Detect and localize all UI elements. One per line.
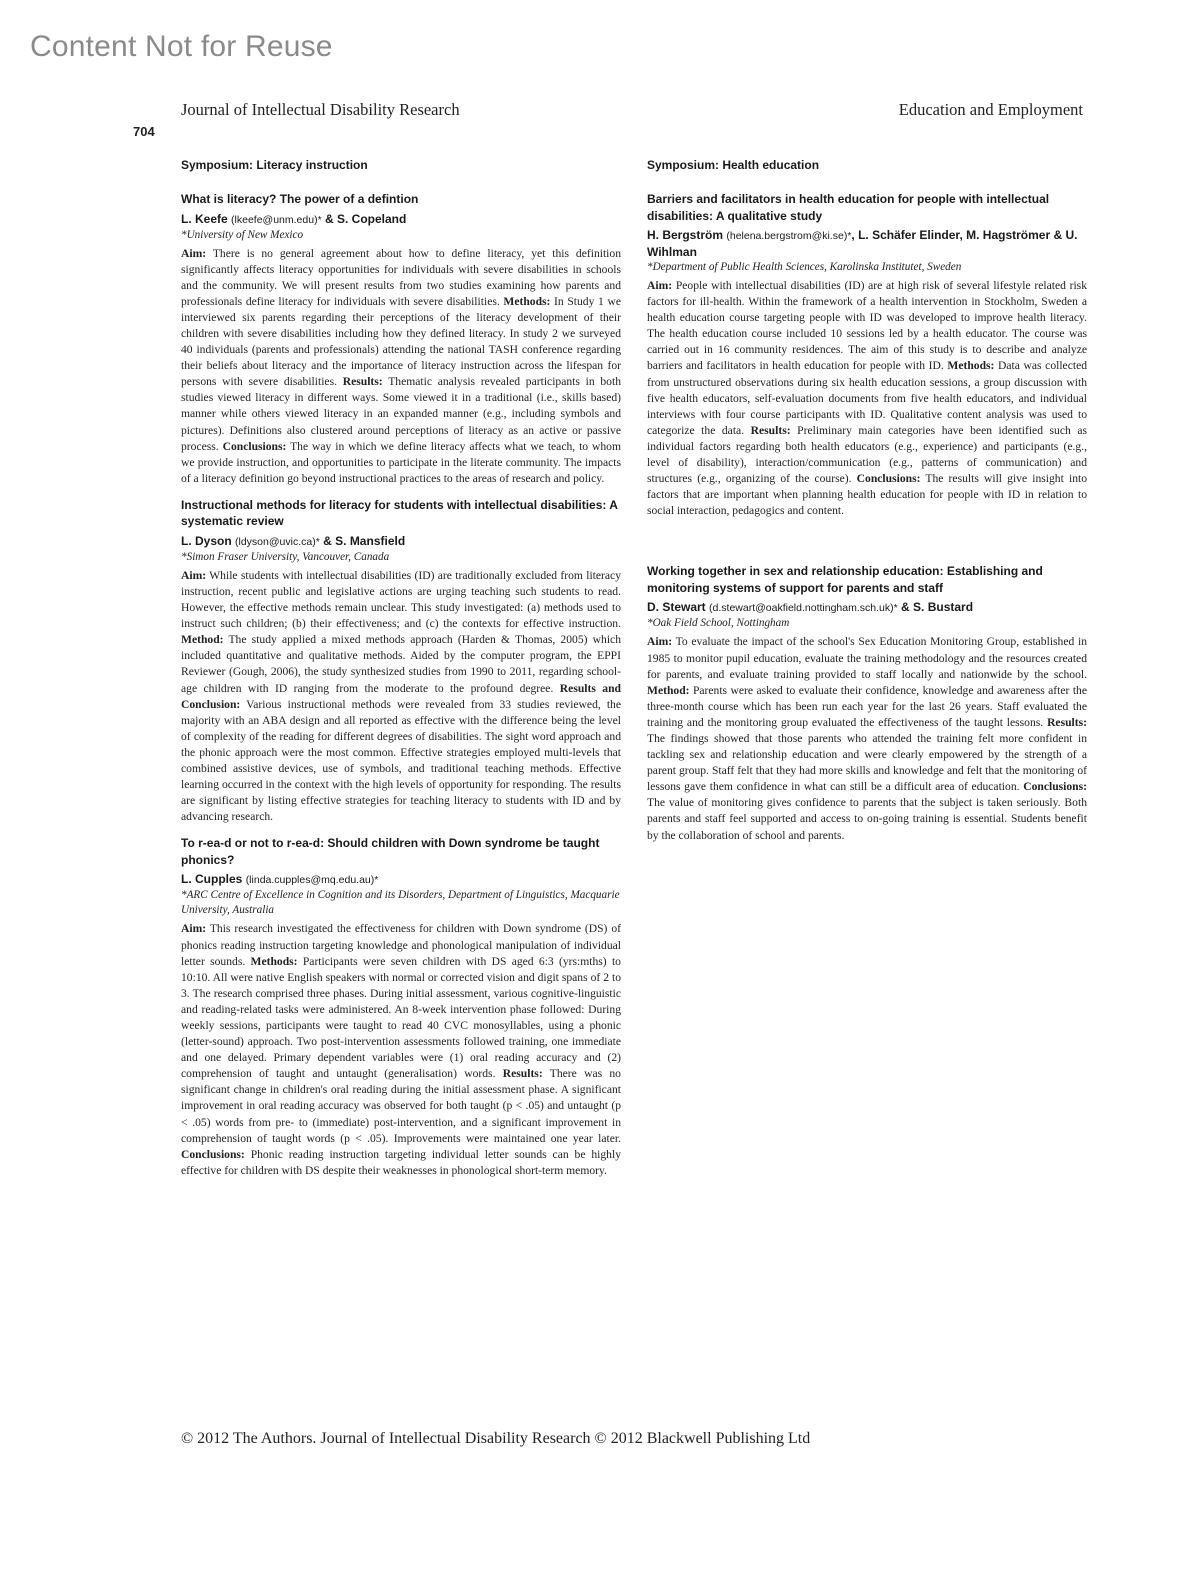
abstract-body	[181, 568, 621, 826]
results-text: The findings showed that those parents who attended the training felt more confident in tackling sex and relationship education and were clearly empowered by the strength of a parent group. Staff felt that they had more skills and knowledge and felt that the monitoring of lessons gave them confidence in what can still be a difficult area of education.	[647, 731, 1087, 794]
methods-text: Parents were asked to evaluate their confidence, knowledge and awareness after the three-month course which has been run each year for the last 26 years. Staff evaluated the training and the monitoring group evaluated the effectiveness of the taught lessons.	[647, 683, 1087, 729]
conclusions-label: Conclusions:	[222, 439, 287, 453]
aim-text: To evaluate the impact of the school's Sex Education Monitoring Group, established in 1985 to monitor pupil education, evaluate the training methodology and the resources created for parents, and evaluate training provided to staff locally and nationwide by the school.	[647, 635, 1087, 681]
results-label: Results:	[1047, 715, 1087, 729]
aim-text: While students with intellectual disabilities (ID) are traditionally excluded from literacy instruction, recent public and legislative actions are urging teaching such students to read. However, the effective methods remain unclear. This study investigated: (a) methods used to instruct such children; (b) their effectiveness; and (c) the contexts for effective instruction.	[181, 568, 621, 631]
author-email: (linda.cupples@mq.edu.au)*	[245, 874, 379, 887]
results-text: Various instructional methods were revealed from 33 studies reviewed, the majority with an ABA design and all reported as effective with the difference being the level of complexity of the reading for different degrees of disabilities. The sight word approach and the phonic approach were the most common. Effective strategies employed multi-levels that combined assistive devices, use of symbols, and traditional teaching methods. Effective learning occurred in the context with the high levels of opportunity for responding. The results are significant by listing effective strategies for teaching literacy to students with ID and by advancing research.	[181, 697, 621, 824]
abstract-title: Working together in sex and relationship education: Establishing and monitoring systems of support for parents and staff	[647, 564, 1043, 595]
aim-text: There is no general agreement about how to define literacy, yet this definition significantly affects literacy opportunities for individuals with severe disabilities in schools and the community. We will present results from two studies examining how parents and professionals define literacy for individuals with severe disabilities.	[181, 246, 621, 308]
author-name: D. Stewart	[647, 600, 706, 615]
aim-text: People with intellectual disabilities (ID) are at high risk of several lifestyle related risk factors for ill-health. Within the framework of a health intervention in Stockholm, Sweden a health education course targeting people with ID was developed to improve health literacy. The health education course included 10 sessions led by a health educator. The course was carried out in 16 community residences. The aim of this study is to describe and analyze barriers and facilitators in health education for people with ID.	[647, 279, 1087, 373]
author-name: S. Bustard	[913, 600, 974, 615]
methods-text: In Study 1 we interviewed six parents regarding their perceptions of the literacy development of their children with severe disabilities including how they defined literacy. In study 2 we surveyed 40 individuals (parents and professionals) attending the national TASH conference regarding their beliefs about literacy and the importance of literacy instruction across the lifespan for persons with severe disabilities.	[181, 294, 621, 389]
abstract-title: Barriers and facilitators in health education for people with intellectual disabilities: A qualitative study	[647, 192, 1050, 223]
results-label: Results:	[502, 1067, 543, 1081]
results-text: Preliminary main categories have been identified such as individual factors regarding both health educators (e.g., experience) and participants (e.g., level of disability), interaction/communication (e.g., patterns of communication) and structures (e.g., organizing of the course).	[647, 423, 1087, 486]
author-line	[647, 227, 1087, 260]
methods-label: Methods:	[250, 954, 298, 968]
author-name: L. Dyson	[181, 533, 232, 548]
conclusions-text: The way in which we define literacy affects what we teach, to whom we provide instruction, and opportunities to participate in the literate community. The impacts of a literacy definition go beyond instructional practices to the areas of research and policy.	[181, 439, 621, 485]
abstract-body	[647, 634, 1087, 843]
conclusions-label: Conclusions:	[181, 1147, 245, 1161]
aim-label: Aim:	[647, 279, 673, 292]
abstract-body	[647, 278, 1087, 519]
author-line	[181, 533, 621, 550]
section-title: Education and Employment	[898, 100, 1083, 119]
conclusions-text: The value of monitoring gives confidence to parents that the subject is taken seriously. Both parents and staff feel supported and access to on-going training is essential. Students benefit by the collaboration of school and parents.	[647, 796, 1087, 842]
author-line	[181, 211, 621, 228]
watermark-text: Content Not for Reuse	[30, 30, 333, 63]
author-email: (ldyson@uvic.ca)*	[235, 535, 320, 548]
methods-label: Methods:	[947, 359, 995, 373]
results-text: Thematic analysis revealed participants in both studies viewed literacy in different ways. Some viewed it in a traditional (i.e., skills based) manner while others viewed literacy in an expanded manner (e.g., including symbols and pictures). Definitions also clustered around perceptions of literacy as an active or passive process.	[181, 375, 621, 453]
author-email: (lkeefe@unm.edu)*	[231, 213, 322, 226]
author-email: (d.stewart@oakfield.nottingham.sch.uk)*	[709, 602, 898, 615]
coauthors: , L. Schäfer Elinder, M. Hagströmer & U. Wihlman	[647, 228, 1078, 259]
author-line	[647, 599, 1087, 616]
abstract-title: What is literacy? The power of a defintion	[181, 192, 419, 206]
author-name: S. Mansfield	[335, 533, 406, 548]
affiliation: *Oak Field School, Nottingham	[647, 617, 790, 630]
conclusions-text: Phonic reading instruction targeting individual letter sounds can be highly effective for children with DS despite their weaknesses in phonological short-term memory.	[181, 1147, 621, 1177]
abstract-cupples	[181, 835, 621, 1179]
author-name: L. Cupples	[181, 872, 243, 887]
methods-label: Method:	[647, 683, 690, 697]
conclusions-text: The results will give insight into factors that are important when planning health education for people with ID in relation to social interaction, pedagogics and content.	[647, 472, 1088, 518]
aim-label: Aim:	[181, 246, 207, 260]
conclusions-label: Conclusions:	[1023, 780, 1087, 794]
aim-label: Aim:	[181, 568, 207, 582]
author-separator: &	[321, 211, 337, 226]
methods-text: The study applied a mixed methods approach (Harden & Thomas, 2005) which included quantitative and qualitative methods. Aided by the computer program, the EPPI Reviewer (Gough, 2006), the study synthesized studies from 1990 to 2011, regarding school-age children with ID ranging from the moderate to the profound degree.	[181, 633, 621, 695]
aim-text: This research investigated the effectiveness for children with Down syndrome (DS) of phonics reading instruction targeting knowledge and phonological manipulation of individual letter sounds.	[181, 922, 621, 968]
running-head	[181, 100, 1083, 120]
methods-text: Data was collected from unstructured observations during six health education sessions, a group discussion with five health educators, self-evaluation documents from five health educators, and individual interviews with four course participants with ID. Qualitative content analysis was used to categorize the data.	[647, 359, 1088, 437]
aim-label: Aim:	[647, 635, 673, 649]
conclusions-label: Conclusions:	[856, 472, 921, 486]
abstract-bergstrom	[647, 191, 1087, 519]
symposium-heading: Symposium: Health education	[647, 158, 820, 172]
author-separator: &	[897, 600, 914, 615]
affiliation: *ARC Centre of Excellence in Cognition and its Disorders, Department of Linguistics, Macquarie University, Australia	[181, 889, 620, 917]
abstract-keefe	[181, 191, 621, 487]
author-name: S. Copeland	[337, 211, 407, 226]
page-number: 704	[133, 124, 155, 139]
journal-title: Journal of Intellectual Disability Research	[181, 100, 460, 119]
right-column	[647, 158, 1087, 844]
abstract-body	[181, 246, 621, 487]
results-label: Results and Conclusion:	[181, 681, 621, 711]
abstract-stewart	[647, 563, 1087, 843]
results-label: Results:	[750, 423, 791, 437]
author-line	[181, 871, 621, 888]
affiliation: *Department of Public Health Sciences, Karolinska Institutet, Sweden	[647, 261, 962, 273]
author-separator: &	[319, 533, 336, 548]
copyright-footer: © 2012 The Authors. Journal of Intellectual Disability Research © 2012 Blackwell Publishing Ltd	[181, 1430, 811, 1447]
results-label: Results:	[342, 375, 383, 389]
results-text: There was no significant change in children's oral reading during the initial assessment phase. A significant improvement in oral reading accuracy was observed for both taught (p < .05) and untaught (p < .05) words from pre- to (immediate) post-intervention, and a significant improvement in comprehension of taught words (p < .05). Improvements were maintained one year later.	[181, 1067, 621, 1145]
aim-label: Aim:	[181, 922, 207, 936]
methods-text: Participants were seven children with DS aged 6:3 (yrs:mths) to 10:10. All were native English speakers with normal or corrected vision and digit spans of 2 to 3. The research comprised three phases. During initial assessment, various cognitive-linguistic and reading-related tasks were administered. An 8-week intervention phase followed: During weekly sessions, participants were taught to read 40 CVC monosyllables, using a phonic (letter-sound) approach. Two post-intervention assessments followed training, one immediate and one delayed. Primary dependent variables were (1) oral reading accuracy and (2) comprehension of taught and untaught (generalisation) words.	[181, 954, 621, 1081]
author-email: (helena.bergstrom@ki.se)*	[726, 230, 852, 242]
author-name: H. Bergström	[647, 228, 724, 242]
author-name: L. Keefe	[181, 211, 228, 226]
methods-label: Methods:	[503, 294, 551, 308]
methods-label: Method:	[181, 633, 224, 647]
affiliation: *Simon Fraser University, Vancouver, Canada	[181, 550, 390, 563]
symposium-heading: Symposium: Literacy instruction	[181, 158, 368, 172]
abstract-title: To r-ea-d or not to r-ea-d: Should children with Down syndrome be taught phonics?	[181, 836, 600, 867]
affiliation: *University of New Mexico	[181, 228, 304, 241]
abstract-title: Instructional methods for literacy for students with intellectual disabilities: A systematic review	[181, 497, 618, 529]
left-column	[181, 158, 621, 1179]
abstract-body	[181, 921, 621, 1179]
abstract-dyson	[181, 497, 621, 826]
